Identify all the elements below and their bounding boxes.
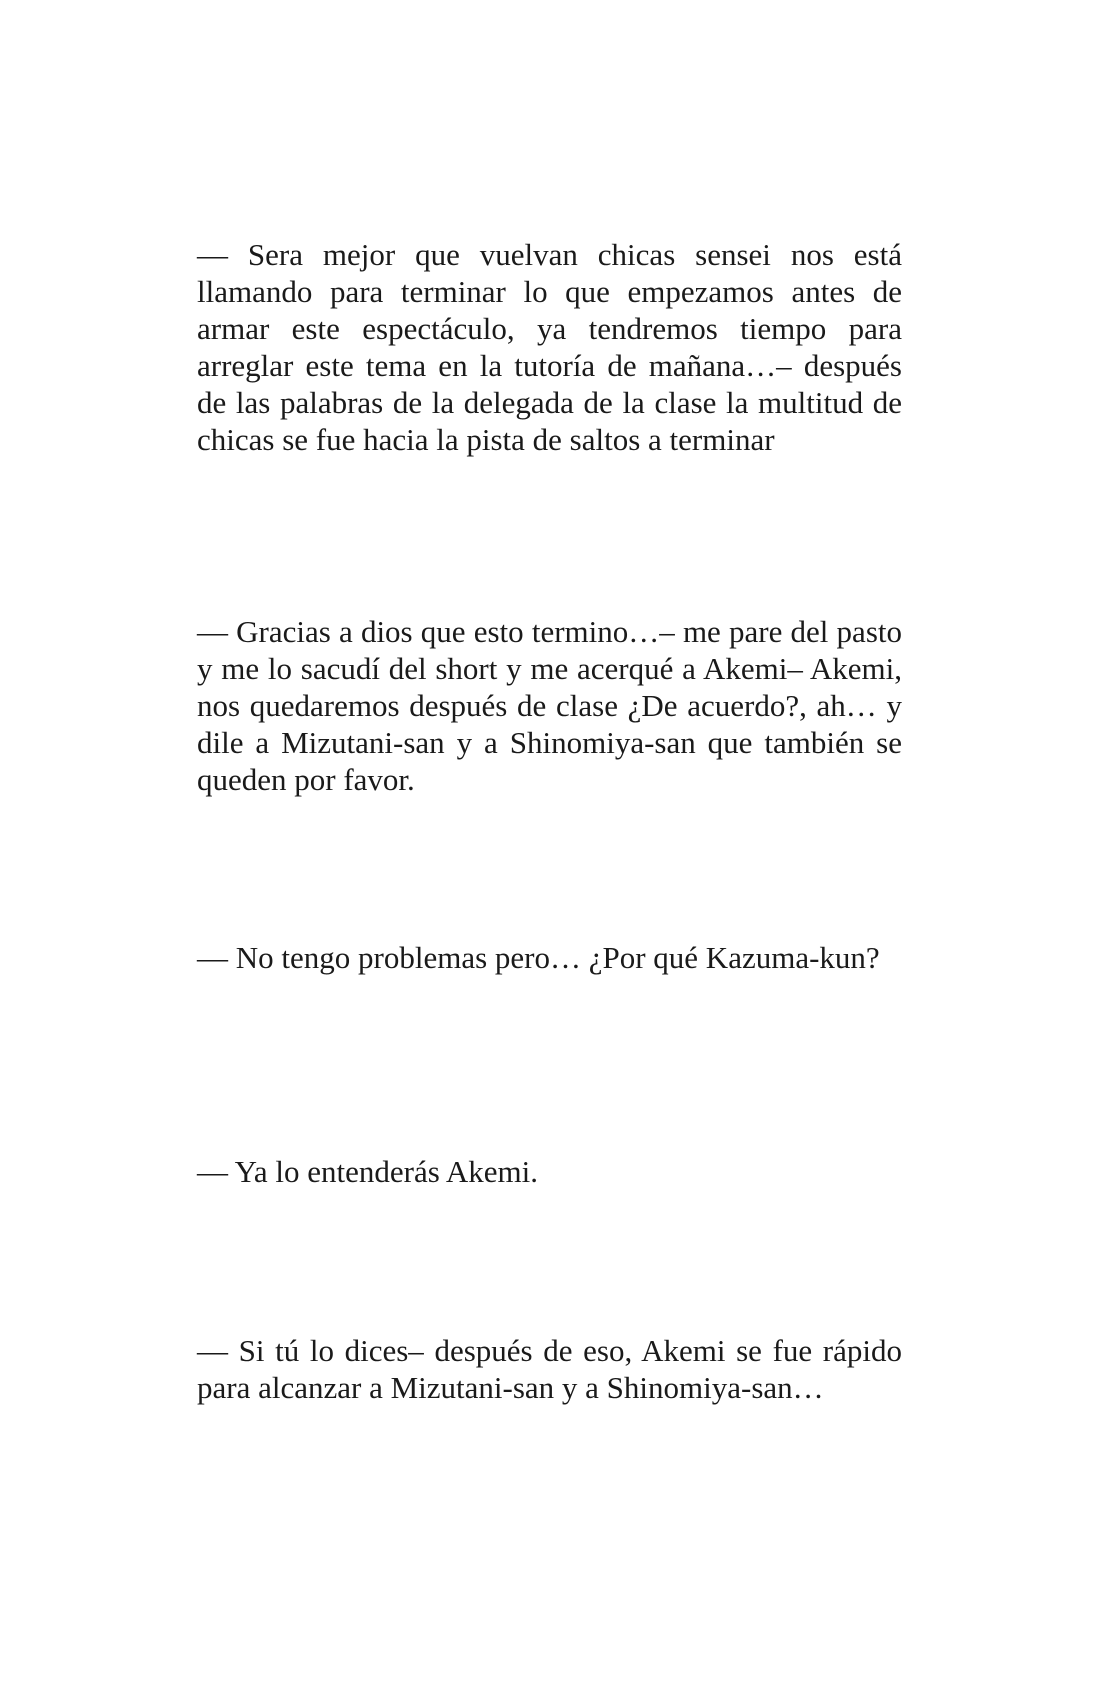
- paragraph-dialogue-5: — Si tú lo dices– después de eso, Akemi se fue rápido para alcanzar a Mizutani-san y a Shinomiya-san…: [197, 1333, 902, 1405]
- paragraph-dialogue-3: — No tengo problemas pero… ¿Por qué Kazuma-kun?: [197, 940, 880, 975]
- paragraph-dialogue-1: — Sera mejor que vuelvan chicas sensei nos está llamando para terminar lo que empezamos antes de armar este espectáculo, ya tendremos tiempo para arreglar este tema en la tutoría de mañana…– después de las palabras de la delegada de la clase la multitud de chicas se fue hacia la pista de saltos a terminar: [197, 237, 902, 457]
- paragraph-dialogue-4: — Ya lo entenderás Akemi.: [197, 1154, 538, 1189]
- paragraph-dialogue-2: — Gracias a dios que esto termino…– me pare del pasto y me lo sacudí del short y me acerqué a Akemi– Akemi, nos quedaremos después de clase ¿De acuerdo?, ah… y dile a Mizutani-san y a Shinomiya-san que también se queden por favor.: [197, 614, 902, 797]
